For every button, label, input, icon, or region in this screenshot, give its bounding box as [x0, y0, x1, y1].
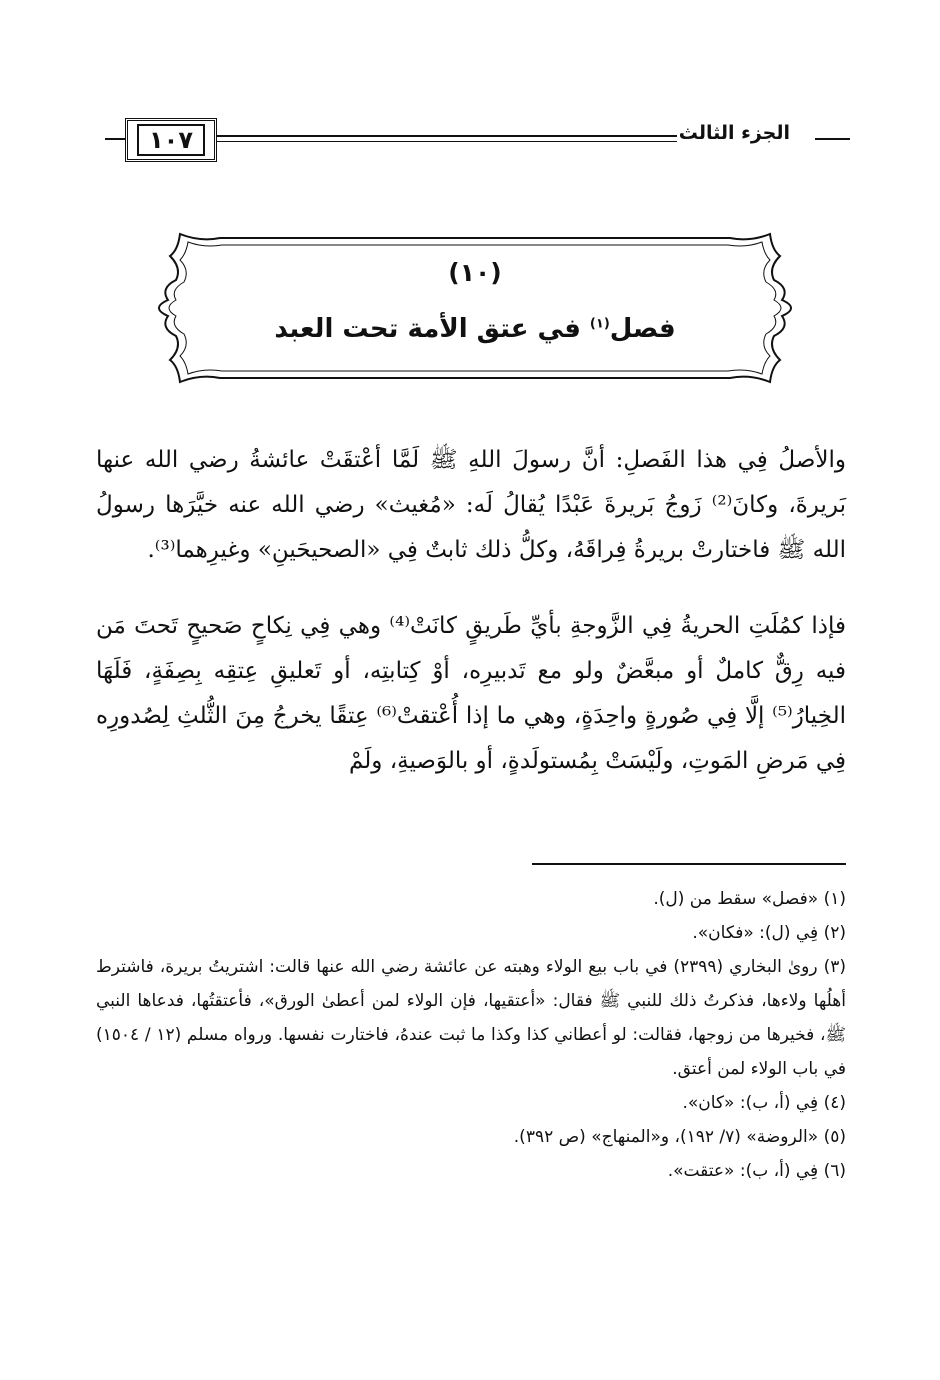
page-number-box [125, 118, 217, 162]
body-paragraph-1: والأصلُ فِي هذا الفَصلِ: أنَّ رسولَ اللهِ ﷺ لَمَّا أعْتقَتْ عائشةُ رضي الله عنها بَريرةَ، وكانَ⁽²⁾ زَوجُ بَريرةَ عَبْدًا يُقالُ لَه: «مُغيث» رضي الله عنه خيَّرَها رسولُ الله ﷺ فاختارتْ بريرةُ فِراقَهُ، وكلُّ ذلك ثابتٌ فِي «الصحيحَينِ» وغيرِهما⁽³⁾. [96, 447, 846, 563]
footnote-separator [532, 863, 846, 865]
chapter-title-word: فصل [609, 314, 676, 344]
chapter-number: (١٠) [448, 258, 502, 287]
chapter-title-footnote-marker: (١) [589, 316, 610, 332]
footnote-3: (٣) روىٰ البخاري (٢٣٩٩) في باب بيع الولاء وهبته عن عائشة رضي الله عنها قالت: اشتريتُ بريرة، فاشترط أهلُها ولاءها، فذكرتُ ذلك للنبي ﷺ فقال: «أعتقيها، فإن الولاء لمن أعطىٰ الورق»، فأعتقتُها، فدعاها النبي ﷺ، فخيرها من زوجها، فقالت: لو أعطاني كذا وكذا ما ثبت عندهُ، فاختارت نفسها. ورواه مسلم (١٢ / ١٥٠٤) في باب الولاء لمن أعتق. [96, 957, 847, 1079]
footnotes [96, 882, 846, 1188]
running-header [105, 118, 850, 162]
footnote-1: (١) «فصل» سقط من (ل). [653, 889, 846, 909]
chapter-title-rest: في عتق الأمة تحت العبد [274, 314, 590, 344]
footnote-5: (٥) «الروضة» (٧/ ١٩٢)، و«المنهاج» (ص ٣٩٢). [513, 1127, 846, 1147]
chapter-title-frame [140, 228, 810, 388]
footnote-4: (٤) فِي (أ، ب): «كان». [682, 1093, 846, 1113]
body-paragraph-2: فإذا كمُلَتِ الحريةُ فِي الزَّوجةِ بأيِّ طَريقٍ كانَتْ⁽⁴⁾ وهي فِي نِكاحٍ صَحيحٍ تَحتَ مَن فيه رِقٌّ كاملٌ أو مبعَّضٌ ولو مع تَدبيرِه، أوْ كِتابتِه، أو تَعليقِ عِتقِه بِصِفَةٍ، فَلَهَا الخِيارُ⁽⁵⁾ إلَّا فِي صُورةٍ واحِدَةٍ، وهي ما إذا أُعْتقتْ⁽⁶⁾ عِتقًا يخرجُ مِنَ الثُّلثِ لِصُدورِه فِي مَرضِ المَوتِ، ولَيْسَتْ بِمُستولَدةٍ، أو بالوَصيةِ، ولَمْ [96, 613, 846, 774]
header-rule-left [105, 138, 125, 140]
header-rule-right [815, 138, 850, 140]
section-name: الجزء الثالث [678, 122, 790, 144]
footnote-2: (٢) فِي (ل): «فكان». [692, 923, 846, 943]
chapter-title [140, 314, 810, 344]
page-number: ١٠٧ [137, 124, 205, 156]
footnote-6: (٦) فِي (أ، ب): «عتقت». [667, 1161, 846, 1181]
header-rule-middle [217, 135, 677, 142]
